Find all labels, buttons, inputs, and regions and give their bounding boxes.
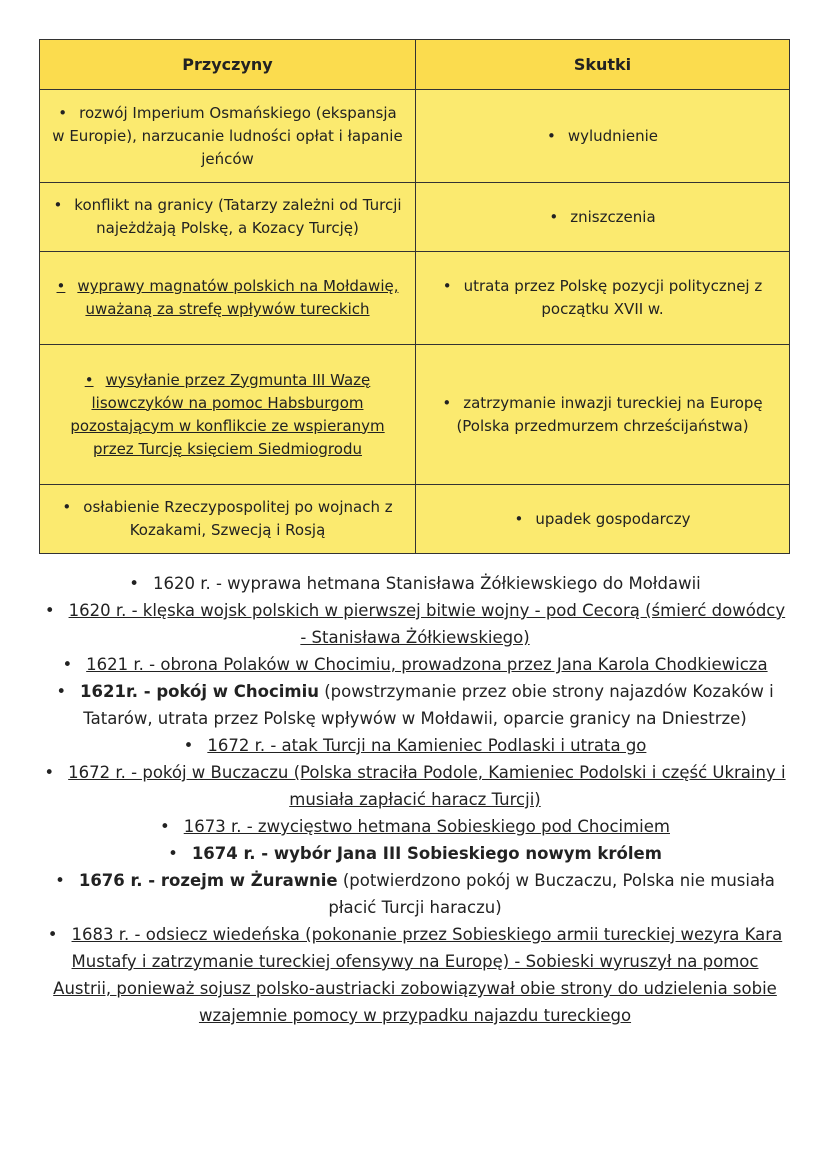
- events-list: [40, 570, 790, 1029]
- effect-text: • zniszczenia: [549, 208, 655, 226]
- event-item: [40, 840, 790, 867]
- table-header-row: [40, 40, 790, 90]
- cause-cell: [40, 345, 416, 485]
- cause-text: • rozwój Imperium Osmańskiego (ekspansja w Europie), narzucanie ludności opłat i łapanie jeńców: [52, 104, 402, 168]
- event-item: [40, 813, 790, 840]
- event-item: [40, 651, 790, 678]
- effect-text: • wyludnienie: [547, 127, 658, 145]
- table-row: [40, 485, 790, 554]
- table-row: [40, 183, 790, 252]
- event-item: [40, 570, 790, 597]
- effects-header: Skutki: [416, 40, 790, 90]
- event-item: [40, 759, 790, 813]
- effect-cell: [416, 485, 790, 554]
- event-text: (potwierdzono pokój w Buczaczu, Polska nie musiała płacić Turcji haraczu): [328, 871, 775, 917]
- cause-cell: [40, 252, 416, 345]
- event-item: [40, 597, 790, 651]
- effect-cell: [416, 183, 790, 252]
- event-text: 1672 r. - pokój w Buczaczu (Polska straciła Podole, Kamieniec Podolski i część Ukrainy i musiała zapłacić haracz Turcji): [68, 763, 786, 809]
- event-title: 1621r. - pokój w Chocimiu: [80, 682, 319, 701]
- causes-effects-table: [39, 39, 790, 554]
- effect-text: • zatrzymanie inwazji tureckiej na Europę (Polska przedmurzem chrześcijaństwa): [442, 394, 762, 435]
- effect-text: • upadek gospodarczy: [514, 510, 690, 528]
- event-text: (powstrzymanie przez obie strony najazdów Kozaków i Tatarów, utrata przez Polskę wpływów w Mołdawii, oparcie granicy na Dniestrze): [83, 682, 774, 728]
- event-text: 1673 r. - zwycięstwo hetmana Sobieskiego pod Chocimiem: [183, 817, 670, 836]
- cause-text: • konflikt na granicy (Tatarzy zależni od Turcji najeżdżają Polskę, a Kozacy Turcję): [53, 196, 401, 237]
- cause-text: • osłabienie Rzeczypospolitej po wojnach z Kozakami, Szwecją i Rosją: [62, 498, 392, 539]
- event-item: [40, 732, 790, 759]
- table-row: [40, 252, 790, 345]
- cause-cell: [40, 183, 416, 252]
- event-text: 1620 r. - wyprawa hetmana Stanisława Żółkiewskiego do Mołdawii: [152, 574, 701, 593]
- effect-cell: [416, 252, 790, 345]
- effect-cell: [416, 345, 790, 485]
- event-item: [40, 678, 790, 732]
- cause-cell: [40, 90, 416, 183]
- event-title: 1676 r. - rozejm w Żurawnie: [78, 871, 338, 890]
- event-title: 1674 r. - wybór Jana III Sobieskiego nowym królem: [191, 844, 662, 863]
- event-item: [40, 867, 790, 921]
- event-text: 1621 r. - obrona Polaków w Chocimiu, prowadzona przez Jana Karola Chodkiewicza: [86, 655, 768, 674]
- cause-cell: [40, 485, 416, 554]
- event-text: 1672 r. - atak Turcji na Kamieniec Podlaski i utrata go: [207, 736, 647, 755]
- effect-text: • utrata przez Polskę pozycji politycznej z początku XVII w.: [443, 277, 763, 318]
- table-row: [40, 345, 790, 485]
- causes-header: Przyczyny: [40, 40, 416, 90]
- cause-text: • wysyłanie przez Zygmunta III Wazę lisowczyków na pomoc Habsburgom pozostającym w konflikcie ze wspieranym przez Turcję księciem Siedmiogrodu: [70, 371, 384, 458]
- table-row: [40, 90, 790, 183]
- event-item: [40, 921, 790, 1029]
- effect-cell: [416, 90, 790, 183]
- event-text: 1683 r. - odsiecz wiedeńska (pokonanie przez Sobieskiego armii tureckiej wezyra Kara Mustafy i zatrzymanie tureckiej ofensywy na Europę) - Sobieski wyruszył na pomoc Austrii, ponieważ sojusz polsko-austriacki zobowiązywał obie strony do udzielenia sobie wzajemnie pomocy w przypadku najazdu tureckiego: [53, 925, 783, 1025]
- event-text: 1620 r. - klęska wojsk polskich w pierwszej bitwie wojny - pod Cecorą (śmierć dowódcy - Stanisława Żółkiewskiego): [68, 601, 786, 647]
- cause-text: • wyprawy magnatów polskich na Mołdawię, uważaną za strefę wpływów tureckich: [57, 277, 399, 318]
